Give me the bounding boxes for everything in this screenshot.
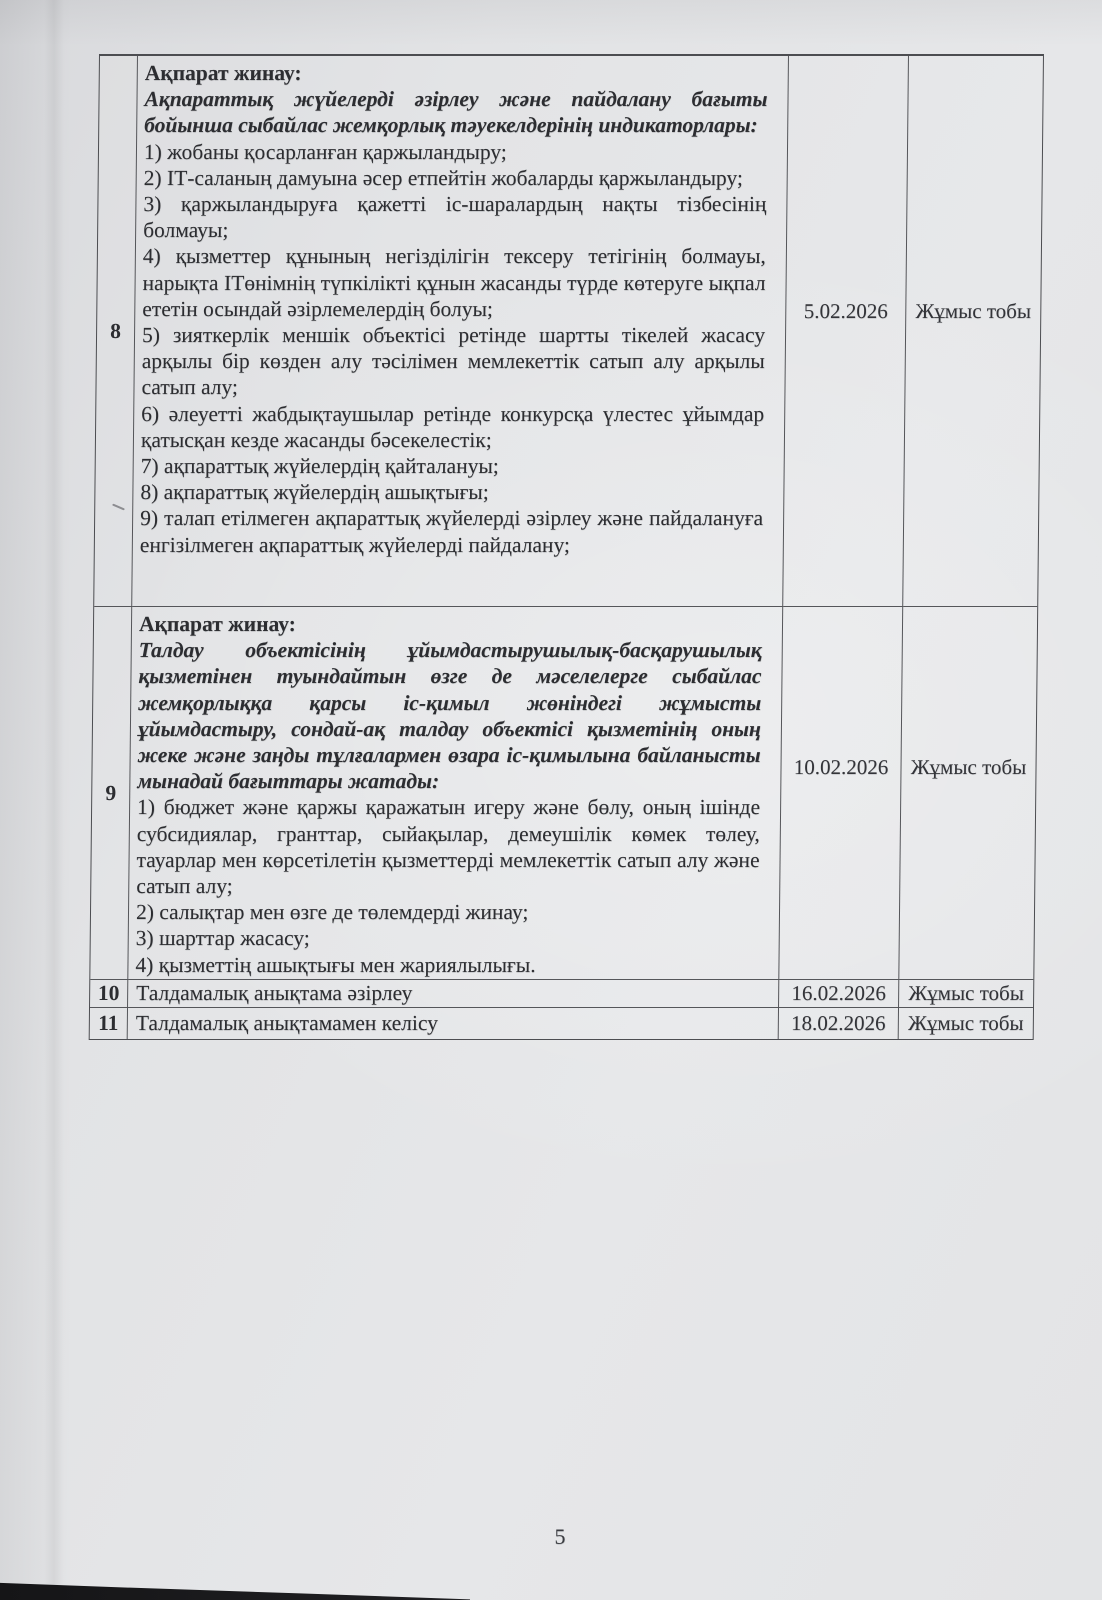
list-item: 1) жобаны қосарланған қаржыландыру; (143, 139, 507, 164)
activity-cell (132, 56, 789, 607)
row-number-cell: 8 (94, 56, 138, 607)
section-subheading: Ақпараттық жүйелерді әзірлеу және пайдалану бағыты бойынша сыбайлас жемқорлық тәуекелдерінің индикаторлары: (144, 87, 768, 138)
row-number-cell: 11 (90, 1008, 128, 1039)
section-heading: Ақпарат жинау: (138, 612, 296, 636)
responsible-cell: Жұмыс тобы (899, 980, 1033, 1008)
schedule-table (89, 54, 1044, 1040)
list-item: 8) ақпараттық жүйелердің ашықтығы; (140, 480, 489, 505)
list-item: 2) салықтар мен өзге де төлемдерді жинау; (135, 900, 529, 925)
date-cell: 10.02.2026 (779, 607, 903, 980)
list-item: 4) қызметтер құнының негізділігін тексеру тетігінің болмауы, нарықта ІТөнімнің түпкілікті құнын жасанды түрде көтеруге ықпал ететін осындай әзірлемелердің болуы; (142, 244, 767, 321)
indicator-list (140, 139, 767, 558)
list-item: 4) қызметтің ашықтығы мен жариялылығы. (135, 952, 536, 977)
list-item: 1) бюджет және қаржы қаражатын игеру және бөлу, оның ішінде субсидиялар, гранттар, сыйақылар, демеушілік көмек төлеу, тауарлар мен көрсетілетін қызметтерді мемлекеттік сатып алу және сатып алу; (136, 795, 761, 899)
paper-left-shadow (0, 0, 72, 1600)
date-cell: 5.02.2026 (783, 56, 909, 607)
list-item: 3) қаржыландыруға қажетті іс-шаралардың нақты тізбесінің болмауы; (143, 192, 767, 243)
direction-list (135, 794, 760, 977)
date-cell: 16.02.2026 (779, 980, 899, 1008)
paper-top-shadow (0, 0, 1102, 46)
row-number-cell: 9 (90, 607, 132, 980)
responsible-cell: Жұмыс тобы (899, 607, 1037, 980)
responsible-cell: Жұмыс тобы (907, 1011, 1024, 1035)
row-number-cell: 10 (90, 980, 128, 1008)
photo-desk-edge (0, 1578, 1102, 1600)
list-item: 5) зияткерлік меншік объектісі ретінде шартты тікелей жасасу арқылы бір көзден алу тәсілімен мемлекеттік сатып алу арқылы сатып алу; (141, 323, 766, 400)
page-number: 5 (554, 1524, 566, 1549)
list-item: 6) әлеуетті жабдықтаушылар ретінде конкурсқа үлестес ұйымдар қатысқан кезде жасанды бәсекелестік; (140, 401, 765, 452)
responsible-cell: Жұмыс тобы (903, 56, 1043, 607)
list-item: 2) ІТ-саланың дамуына әсер етпейтін жобаларды қаржыландыру; (143, 165, 744, 190)
activity-cell: Талдамалық анықтамамен келісу (128, 1008, 779, 1039)
list-item: 9) талап етілмеген ақпараттық жүйелерді әзірлеу және пайдалануға енгізілмеген ақпараттық жүйелерді пайдалану; (139, 506, 764, 557)
activity-cell (128, 607, 783, 980)
section-heading: Ақпарат жинау: (144, 61, 302, 85)
list-item: 3) шарттар жасасу; (135, 926, 310, 951)
date-cell: 18.02.2026 (779, 1008, 899, 1039)
list-item: 7) ақпараттық жүйелердің қайталануы; (140, 454, 499, 479)
section-subheading: Талдау объектісінің ұйымдастырушылық-басқарушылық қызметінен туындайтын өзге де мәселелерге сыбайлас жемқорлыққа қарсы іс-қимыл жөніндегі жұмысты ұйымдастыру, сондай-ақ талдау объектісі қызметінің оның жеке және заңды тұлғалармен өзара іс-қимылына байланысты мынадай бағыттары жатады: (137, 638, 762, 794)
paper-crease (44, 0, 64, 1600)
activity-cell: Талдамалық анықтама әзірлеу (128, 980, 779, 1008)
